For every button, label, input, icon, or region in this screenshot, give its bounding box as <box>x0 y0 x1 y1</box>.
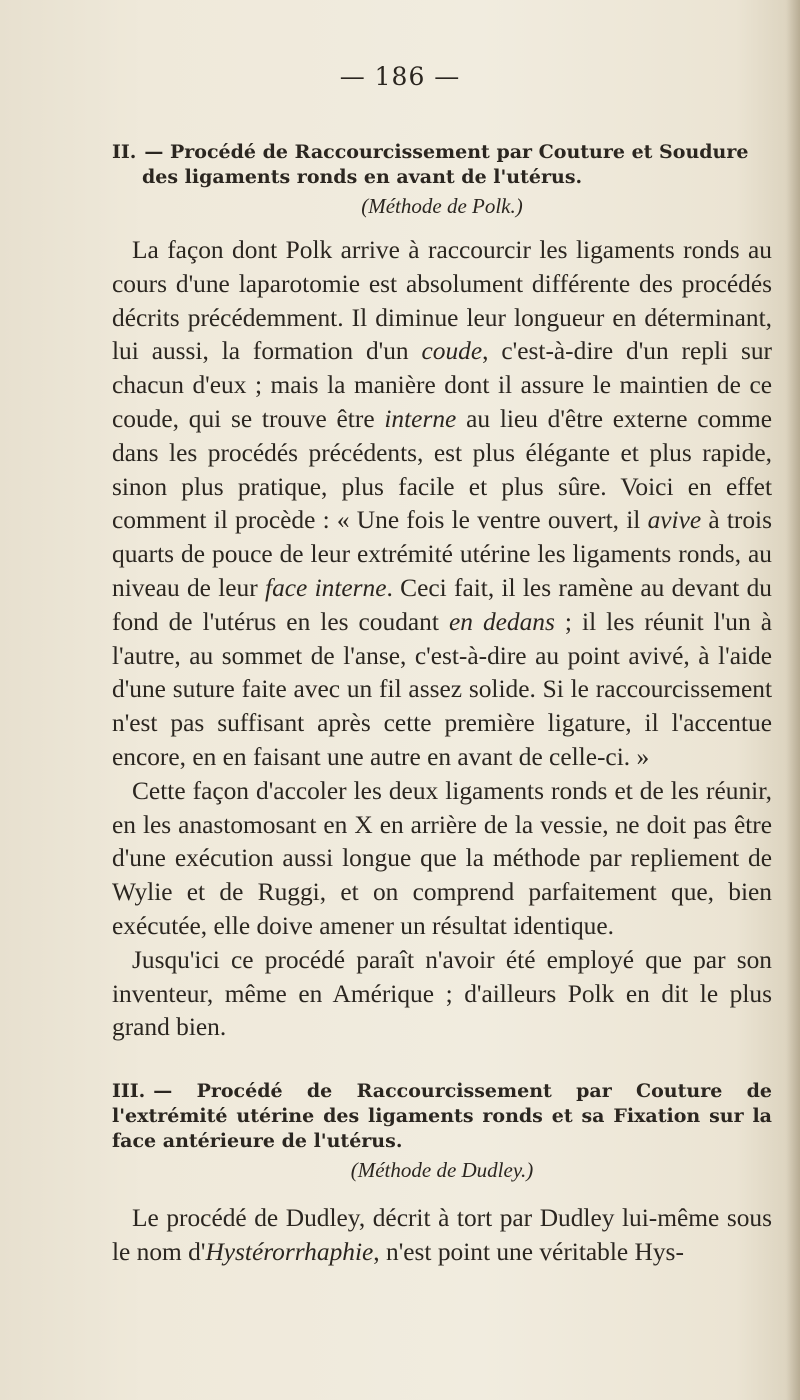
paragraph-1-em-face-interne: face interne <box>265 573 387 602</box>
paragraph-1-text-c: au lieu d'être externe comme dans les procédés précédents, est plus élégante et plus rapide, sinon plus pratique, plus facile et plus sûre. Voici en effet comment il procède : « Une fois le ventre ouvert, il <box>112 404 772 535</box>
paragraph-1-text-a: La façon dont Polk arrive à raccourcir les ligaments ronds au cours d'une laparotomie est absolument différente des procédés décrits précédemment. Il diminue leur longueur en déterminant, lui aussi, la formation d'un <box>112 236 772 366</box>
paragraph-4-text-a: Le procédé de Dudley, décrit à tort par Dudley lui-même sous le nom d' <box>112 1204 772 1266</box>
paragraph-2: Cette façon d'accoler les deux ligaments ronds et de les réunir, en les anastomosant en X en arrière de la vessie, ne doit pas être d'une exécution aussi longue que la méthode par repliement de Wylie et de Ruggi, et on comprend parfaitement que, bien exécutée, elle doive amener un résultat identique. <box>112 776 772 940</box>
paragraph-1-em-en-dedans: en dedans <box>448 607 555 636</box>
section-2-number: II. <box>112 141 137 163</box>
section-3-method: (Méthode de Dudley.) <box>350 1158 534 1183</box>
paragraph-1-em-coude: coude <box>421 337 483 366</box>
paragraph-1-em-interne: interne <box>384 404 457 433</box>
section-2-method: (Méthode de Polk.) <box>361 194 523 218</box>
paragraph-1-em-avive: avive <box>647 506 702 535</box>
page-edge-shadow <box>786 0 800 1400</box>
paragraph-1-text-e: . Ceci fait, il les ramène au devant du fond de l'utérus en les coudant <box>112 573 773 636</box>
paragraph-4-text-b: , n'est point une véritable Hys- <box>373 1237 684 1266</box>
paragraph-4 <box>112 1202 772 1270</box>
paragraph-1 <box>112 234 772 775</box>
paragraph-1-text-f: ; il les réunit l'un à l'autre, au sommet de l'anse, c'est-à-dire au point avivé, à l'aide d'une suture faite avec un fil assez solide. Si le raccourcissement n'est pas suffisant après cette première ligature, il l'accentue encore, en en faisant une autre en avant de celle-ci. » <box>112 607 772 771</box>
section-2-heading <box>112 140 772 190</box>
section-2-title-line-1: — Procédé de Raccourcissement par Couture et Soudure <box>144 141 749 163</box>
section-2-title-line-2: des ligaments ronds en avant de l'utérus. <box>142 166 583 188</box>
text-column <box>112 140 772 1270</box>
paragraph-1-text-b: , c'est-à-dire d'un repli sur chacun d'eux ; mais la manière dont il assure le maintien de ce coude, qui se trouve être <box>112 337 773 433</box>
paragraph-4-em-hysterorrhaphie: Hystérorrhaphie <box>205 1237 374 1266</box>
section-3-number: III. <box>112 1080 146 1103</box>
section-3-title: — Procédé de Raccourcissement par Couture de l'extrémité utérine des ligaments ronds et sa Fixation sur la face antérieure de l'utérus. <box>112 1080 772 1153</box>
page-number: — 186 — <box>339 62 461 91</box>
paragraph-1-text-d: à trois quarts de pouce de leur extrémité utérine les ligaments ronds, au niveau de leur <box>112 506 772 602</box>
paragraph-3: Jusqu'ici ce procédé paraît n'avoir été employé que par son inventeur, même en Amérique ; d'ailleurs Polk en dit le plus grand bien. <box>112 945 772 1042</box>
section-3-heading <box>112 1079 772 1154</box>
